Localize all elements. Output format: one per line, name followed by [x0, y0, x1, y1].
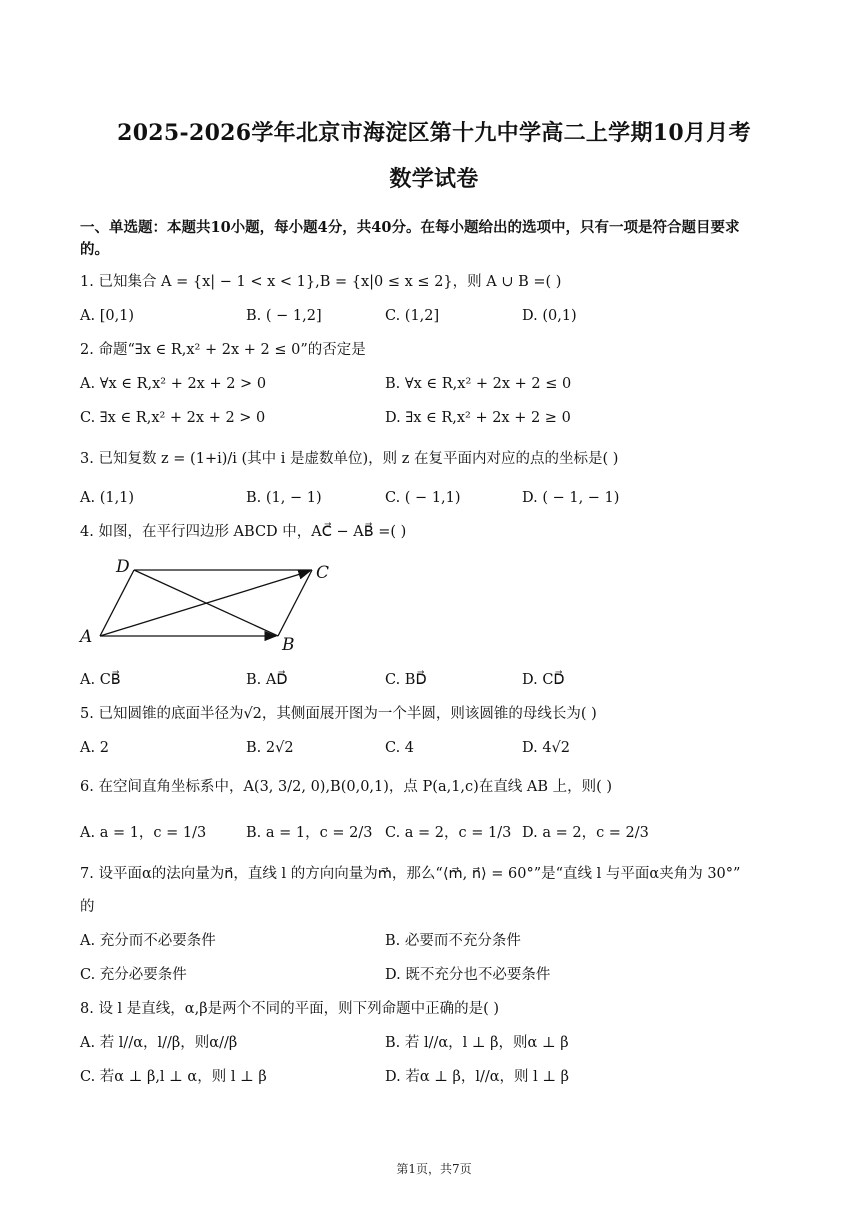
question-1-stem: 1. 已知集合 A = {x| − 1 < x < 1},B = {x|0 ≤ x ≤ 2}，则 A ∪ B =( ): [80, 274, 562, 290]
question-2-option-c: C. ∃x ∈ R,x² + 2x + 2 > 0: [80, 410, 266, 426]
question-2-option-b: B. ∀x ∈ R,x² + 2x + 2 ≤ 0: [385, 376, 572, 392]
question-7-stem-cont: 的: [80, 899, 95, 915]
vertex-label-c: C: [316, 563, 330, 583]
vertex-label-b: B: [282, 635, 295, 652]
diagonal-bd: [134, 570, 278, 636]
question-3-stem: 3. 已知复数 z = (1+i)/i (其中 i 是虚数单位)，则 z 在复平面内对应的点的坐标是( ): [80, 451, 619, 467]
question-1-option-c: C. (1,2]: [385, 308, 440, 324]
question-8-stem: 8. 设 l 是直线，α,β是两个不同的平面，则下列命题中正确的是( ): [80, 1001, 500, 1017]
question-2-option-a: A. ∀x ∈ R,x² + 2x + 2 > 0: [80, 376, 267, 392]
question-6-option-b: B. a = 1，c = 2/3: [246, 825, 373, 841]
question-5-option-d: D. 4√2: [522, 740, 571, 756]
question-4-option-c: C. BD⃗: [385, 672, 427, 688]
question-2-option-d: D. ∃x ∈ R,x² + 2x + 2 ≥ 0: [385, 410, 571, 426]
question-6-option-a: A. a = 1，c = 1/3: [80, 825, 207, 841]
edge-ad: [100, 570, 134, 636]
question-3-option-a: A. (1,1): [80, 490, 135, 506]
question-8-option-c: C. 若α ⊥ β,l ⊥ α，则 l ⊥ β: [80, 1069, 267, 1085]
question-7-option-a: A. 充分而不必要条件: [80, 933, 216, 949]
question-5-stem: 5. 已知圆锥的底面半径为√2，其侧面展开图为一个半圆，则该圆锥的母线长为( ): [80, 706, 597, 722]
parallelogram-figure: [78, 556, 348, 652]
question-7-stem: 7. 设平面α的法向量为n⃗，直线 l 的方向向量为m⃗，那么“⟨m⃗, n⃗⟩ = 60°”是“直线 l 与平面α夹角为 30°”: [80, 866, 741, 882]
question-7-option-c: C. 充分必要条件: [80, 967, 187, 983]
exam-title-line1: 2025-2026学年北京市海淀区第十九中学高二上学期10月月考: [117, 120, 751, 146]
question-2-stem: 2. 命题“∃x ∈ R,x² + 2x + 2 ≤ 0”的否定是: [80, 342, 366, 358]
question-5-option-b: B. 2√2: [246, 740, 294, 756]
question-4-option-d: D. CD⃗: [522, 672, 565, 688]
question-4-option-b: B. AD⃗: [246, 672, 288, 688]
page-footer: 第1页，共7页: [396, 1162, 472, 1176]
exam-title-line2: 数学试卷: [389, 166, 479, 192]
question-3-option-c: C. ( − 1,1): [385, 490, 461, 506]
section-instructions-cont: 的。: [80, 241, 109, 258]
question-3-option-b: B. (1, − 1): [246, 490, 322, 506]
question-8-option-a: A. 若 l//α，l//β，则α//β: [80, 1035, 238, 1051]
vertex-label-d: D: [116, 557, 130, 577]
question-4-stem: 4. 如图，在平行四边形 ABCD 中，AC⃗ − AB⃗ =( ): [80, 524, 407, 540]
question-5-option-a: A. 2: [80, 740, 109, 756]
question-1-option-b: B. ( − 1,2]: [246, 308, 322, 324]
section-instructions: 一、单选题：本题共10小题，每小题4分，共40分。在每小题给出的选项中，只有一项是符合题目要求: [80, 219, 740, 236]
question-7-option-d: D. 既不充分也不必要条件: [385, 967, 551, 983]
question-1-option-a: A. [0,1): [80, 308, 135, 324]
question-8-option-d: D. 若α ⊥ β，l//α，则 l ⊥ β: [385, 1069, 570, 1085]
question-5-option-c: C. 4: [385, 740, 415, 756]
question-3-option-d: D. ( − 1, − 1): [522, 490, 620, 506]
vector-ac: [100, 571, 310, 636]
question-6-option-c: C. a = 2，c = 1/3: [385, 825, 512, 841]
question-6-option-d: D. a = 2，c = 2/3: [522, 825, 649, 841]
question-4-option-a: A. CB⃗: [80, 672, 121, 688]
question-1-option-d: D. (0,1): [522, 308, 577, 324]
question-7-option-b: B. 必要而不充分条件: [385, 933, 521, 949]
question-6-stem: 6. 在空间直角坐标系中，A(3, 3/2, 0),B(0,0,1)，点 P(a,1,c)在直线 AB 上，则( ): [80, 779, 613, 795]
vertex-label-a: A: [80, 627, 93, 647]
question-8-option-b: B. 若 l//α，l ⊥ β，则α ⊥ β: [385, 1035, 569, 1051]
